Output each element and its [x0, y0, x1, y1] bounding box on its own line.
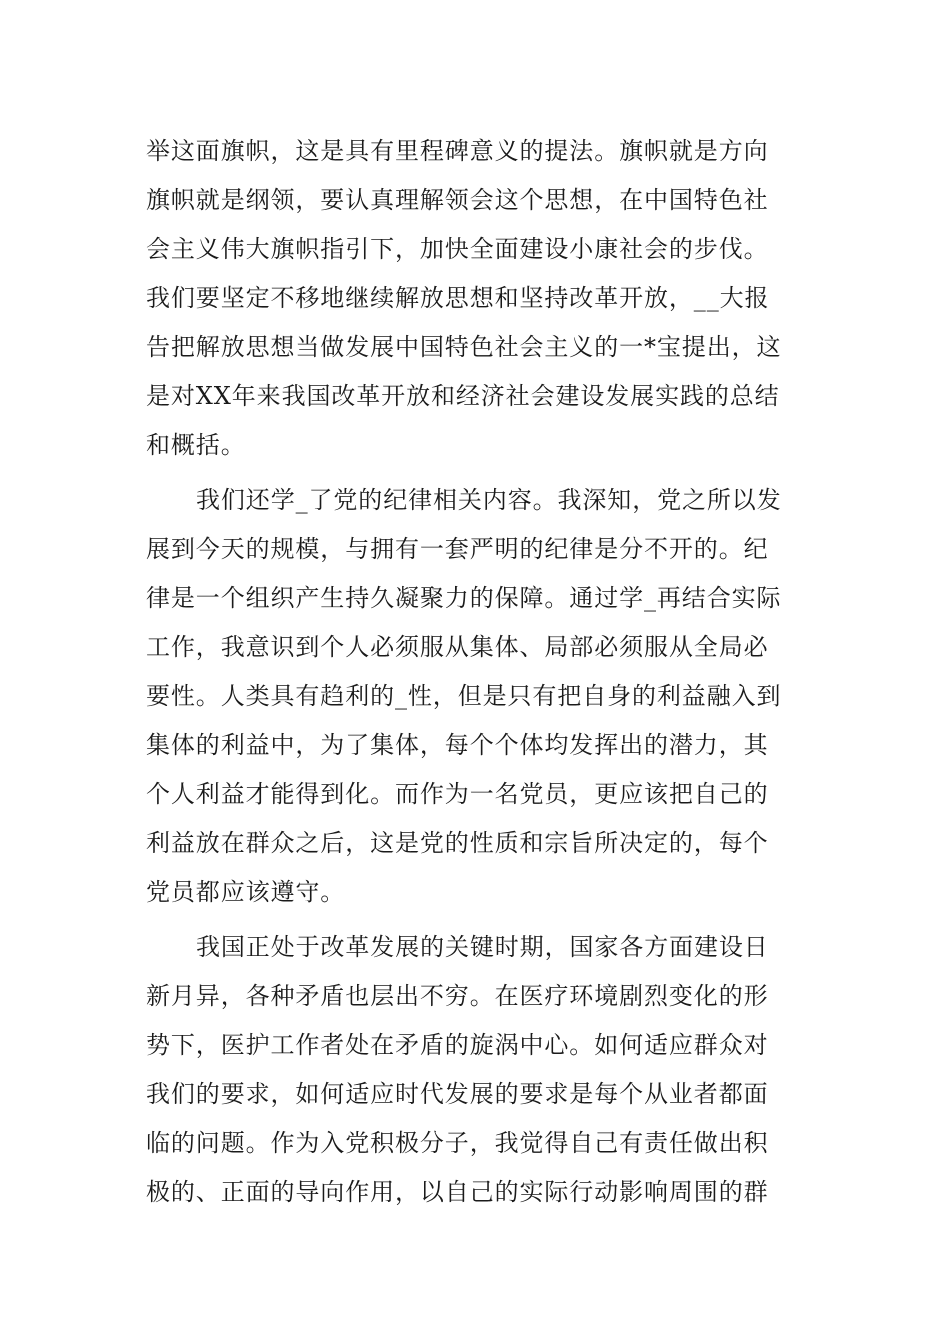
- text-line-14: 个人利益才能得到化。而作为一名党员，更应该把自己的: [146, 780, 769, 808]
- text-line-20: 我们的要求，如何适应时代发展的要求是每个从业者都面: [146, 1080, 769, 1108]
- text-line-19: 势下，医护工作者处在矛盾的旋涡中心。如何适应群众对: [146, 1031, 769, 1059]
- text-line-5: 告把解放思想当做发展中国特色社会主义的一*宝提出，这: [146, 333, 782, 361]
- text-line-13: 集体的利益中，为了集体，每个个体均发挥出的潜力，其: [146, 731, 769, 759]
- text-line-15: 利益放在群众之后，这是党的性质和宗旨所决定的，每个: [146, 829, 769, 857]
- text-line-10: 律是一个组织产生持久凝聚力的保障。通过学_再结合实际: [146, 584, 782, 612]
- text-line-11: 工作，我意识到个人必须服从集体、局部必须服从全局必: [146, 633, 769, 661]
- text-line-17: 我国正处于改革发展的关键时期，国家各方面建设日: [196, 933, 769, 961]
- text-line-16: 党员都应该遵守。: [146, 878, 346, 906]
- text-line-21: 临的问题。作为入党积极分子，我觉得自己有责任做出积: [146, 1129, 769, 1157]
- text-line-12: 要性。人类具有趋利的_性，但是只有把自身的利益融入到: [146, 682, 782, 710]
- text-line-3: 会主义伟大旗帜指引下，加快全面建设小康社会的步伐。: [146, 235, 769, 263]
- text-line-22: 极的、正面的导向作用，以自己的实际行动影响周围的群: [146, 1178, 769, 1206]
- text-line-4: 我们要坚定不移地继续解放思想和坚持改革开放，__大报: [146, 284, 770, 312]
- text-line-6: 是对XX年来我国改革开放和经济社会建设发展实践的总结: [146, 382, 780, 410]
- text-line-2: 旗帜就是纲领，要认真理解领会这个思想，在中国特色社: [146, 186, 769, 214]
- text-line-1: 举这面旗帜，这是具有里程碑意义的提法。旗帜就是方向: [146, 137, 769, 165]
- text-line-7: 和概括。: [146, 431, 246, 459]
- text-line-8: 我们还学_了党的纪律相关内容。我深知，党之所以发: [196, 486, 782, 514]
- text-line-9: 展到今天的规模，与拥有一套严明的纪律是分不开的。纪: [146, 535, 769, 563]
- text-line-18: 新月异，各种矛盾也层出不穷。在医疗环境剧烈变化的形: [146, 982, 769, 1010]
